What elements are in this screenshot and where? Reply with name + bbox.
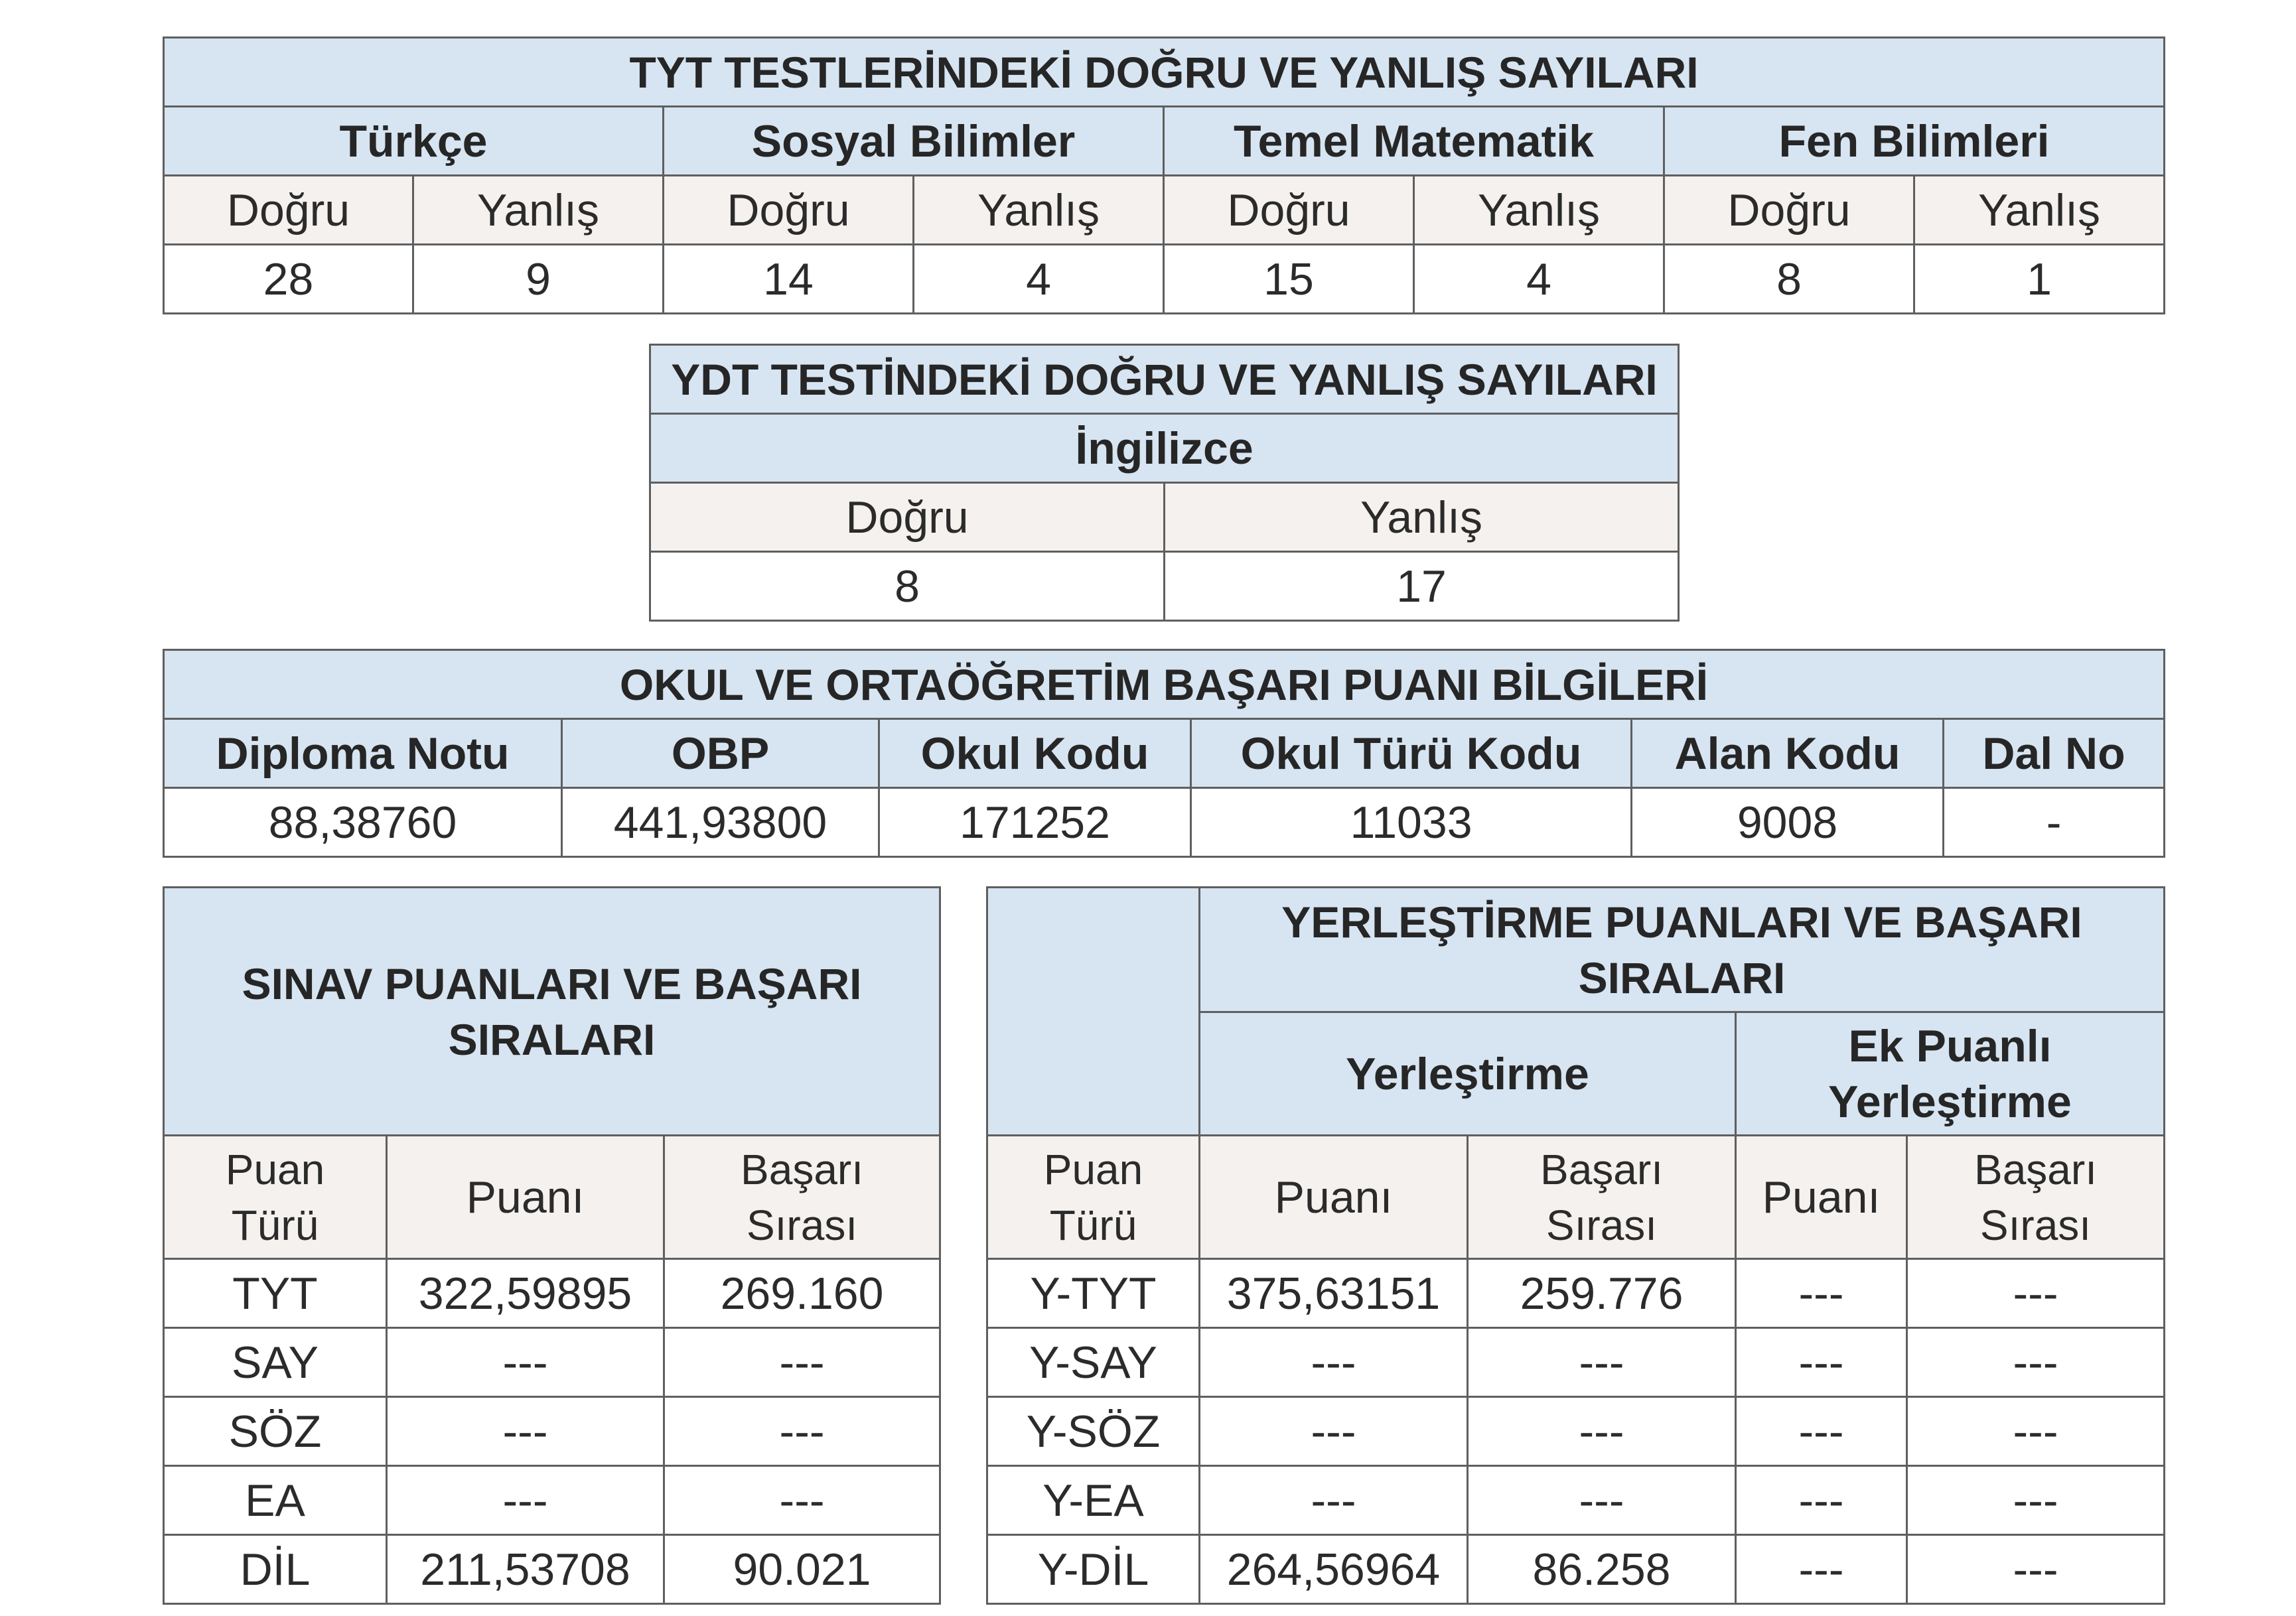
placement-score-y-soz: ---	[1200, 1397, 1468, 1466]
exam-score-tyt: 322,59895	[387, 1259, 664, 1328]
exam-score-say: ---	[387, 1328, 664, 1397]
exam-rank-say: ---	[664, 1328, 940, 1397]
placement-rank-header-line2: Sırası	[1545, 1201, 1658, 1249]
placement-type-header	[987, 1136, 1200, 1259]
exam-rank-dil: 90.021	[664, 1535, 940, 1604]
exam-type-say: SAY	[164, 1328, 387, 1397]
tyt-table-title: TYT TESTLERİNDEKİ DOĞRU VE YANLIŞ SAYILARI	[164, 38, 2165, 107]
bonus-placement-line1: Ek Puanlı	[1848, 1020, 2052, 1071]
placement-title-line1: YERLEŞTİRME PUANLARI VE BAŞARI	[1281, 897, 2082, 947]
wrong-label: Yanlış	[1165, 483, 1679, 552]
placement-type-y-dil: Y-DİL	[987, 1535, 1200, 1604]
wrong-label: Yanlış	[1914, 176, 2165, 245]
school-type-code-header: Okul Türü Kodu	[1191, 719, 1632, 788]
rank-header	[664, 1136, 940, 1259]
diploma-grade-header: Diploma Notu	[164, 719, 562, 788]
placement-score-y-tyt: 375,63151	[1200, 1259, 1468, 1328]
placement-score-y-ea: ---	[1200, 1466, 1468, 1535]
bonus-score-header: Puanı	[1736, 1136, 1907, 1259]
exam-rank-tyt: 269.160	[664, 1259, 940, 1328]
subject-sosyal-bilimler: Sosyal Bilimler	[664, 107, 1164, 176]
placement-group-header: Yerleştirme	[1200, 1012, 1736, 1136]
placement-type-y-ea: Y-EA	[987, 1466, 1200, 1535]
rank-header-line2: Sırası	[746, 1201, 858, 1249]
bonus-rank-y-dil: ---	[1907, 1535, 2165, 1604]
correct-label: Doğru	[1664, 176, 1914, 245]
placement-rank-y-tyt: 259.776	[1468, 1259, 1736, 1328]
score-type-header-line2: Türü	[231, 1201, 319, 1249]
correct-label: Doğru	[164, 176, 413, 245]
subject-turkce: Türkçe	[164, 107, 664, 176]
turkce-correct-value: 28	[164, 245, 413, 314]
wrong-label: Yanlış	[1414, 176, 1664, 245]
field-code-value: 9008	[1632, 788, 1944, 857]
bonus-rank-header	[1907, 1136, 2165, 1259]
correct-label: Doğru	[650, 483, 1165, 552]
placement-score-header: Puanı	[1200, 1136, 1468, 1259]
score-type-header	[164, 1136, 387, 1259]
exam-rank-soz: ---	[664, 1397, 940, 1466]
exam-rank-ea: ---	[664, 1466, 940, 1535]
branch-no-value: -	[1944, 788, 2165, 857]
exam-scores-title-line2: SIRALARI	[448, 1014, 656, 1064]
school-type-code-value: 11033	[1191, 788, 1632, 857]
fen-correct-value: 8	[1664, 245, 1914, 314]
turkce-wrong-value: 9	[413, 245, 664, 314]
exam-score-ea: ---	[387, 1466, 664, 1535]
ydt-table-title: YDT TESTİNDEKİ DOĞRU VE YANLIŞ SAYILARI	[650, 345, 1679, 414]
exam-scores-title	[164, 888, 940, 1136]
exam-type-dil: DİL	[164, 1535, 387, 1604]
placement-title-line2: SIRALARI	[1578, 953, 1786, 1002]
bonus-rank-header-line1: Başarı	[1974, 1145, 2097, 1193]
subject-fen-bilimleri: Fen Bilimleri	[1664, 107, 2165, 176]
obp-value: 441,93800	[562, 788, 879, 857]
bonus-rank-header-line2: Sırası	[1979, 1201, 2092, 1249]
exam-type-tyt: TYT	[164, 1259, 387, 1328]
exam-type-ea: EA	[164, 1466, 387, 1535]
placement-rank-y-dil: 86.258	[1468, 1535, 1736, 1604]
ingilizce-wrong-value: 17	[1165, 552, 1679, 621]
bonus-rank-y-soz: ---	[1907, 1397, 2165, 1466]
wrong-label: Yanlış	[914, 176, 1164, 245]
score-type-header-line1: Puan	[225, 1145, 325, 1193]
bonus-placement-group-header	[1736, 1012, 2165, 1136]
wrong-label: Yanlış	[413, 176, 664, 245]
placement-rank-y-say: ---	[1468, 1328, 1736, 1397]
bonus-score-y-tyt: ---	[1736, 1259, 1907, 1328]
bonus-score-y-ea: ---	[1736, 1466, 1907, 1535]
correct-label: Doğru	[664, 176, 914, 245]
obp-header: OBP	[562, 719, 879, 788]
bonus-score-y-dil: ---	[1736, 1535, 1907, 1604]
tyt-results-table	[163, 36, 2165, 314]
placement-type-y-say: Y-SAY	[987, 1328, 1200, 1397]
placement-header-corner	[987, 888, 1200, 1136]
matematik-correct-value: 15	[1164, 245, 1414, 314]
placement-type-y-soz: Y-SÖZ	[987, 1397, 1200, 1466]
bonus-score-y-say: ---	[1736, 1328, 1907, 1397]
subject-temel-matematik: Temel Matematik	[1164, 107, 1664, 176]
school-code-header: Okul Kodu	[879, 719, 1191, 788]
bonus-rank-y-tyt: ---	[1907, 1259, 2165, 1328]
exam-score-dil: 211,53708	[387, 1535, 664, 1604]
placement-score-y-dil: 264,56964	[1200, 1535, 1468, 1604]
exam-scores-title-line1: SINAV PUANLARI VE BAŞARI	[242, 959, 862, 1008]
bonus-rank-y-say: ---	[1907, 1328, 2165, 1397]
rank-header-line1: Başarı	[741, 1145, 863, 1193]
placement-type-header-line1: Puan	[1043, 1145, 1143, 1193]
correct-label: Doğru	[1164, 176, 1414, 245]
fen-wrong-value: 1	[1914, 245, 2165, 314]
sosyal-wrong-value: 4	[914, 245, 1164, 314]
school-info-table	[163, 649, 2165, 858]
placement-type-y-tyt: Y-TYT	[987, 1259, 1200, 1328]
school-code-value: 171252	[879, 788, 1191, 857]
exam-type-soz: SÖZ	[164, 1397, 387, 1466]
exam-scores-table	[163, 886, 941, 1605]
exam-score-soz: ---	[387, 1397, 664, 1466]
placement-score-y-say: ---	[1200, 1328, 1468, 1397]
ydt-results-table	[649, 344, 1680, 622]
placement-rank-header	[1468, 1136, 1736, 1259]
bonus-rank-y-ea: ---	[1907, 1466, 2165, 1535]
subject-ingilizce: İngilizce	[650, 414, 1679, 483]
diploma-grade-value: 88,38760	[164, 788, 562, 857]
ingilizce-correct-value: 8	[650, 552, 1165, 621]
school-table-title: OKUL VE ORTAÖĞRETİM BAŞARI PUANI BİLGİLERİ	[164, 650, 2165, 719]
placement-rank-y-soz: ---	[1468, 1397, 1736, 1466]
bonus-placement-line2: Yerleştirme	[1828, 1076, 2072, 1127]
branch-no-header: Dal No	[1944, 719, 2165, 788]
bonus-score-y-soz: ---	[1736, 1397, 1907, 1466]
score-header: Puanı	[387, 1136, 664, 1259]
placement-rank-y-ea: ---	[1468, 1466, 1736, 1535]
field-code-header: Alan Kodu	[1632, 719, 1944, 788]
placement-scores-title	[1200, 888, 2165, 1012]
placement-type-header-line2: Türü	[1049, 1201, 1137, 1249]
matematik-wrong-value: 4	[1414, 245, 1664, 314]
placement-rank-header-line1: Başarı	[1540, 1145, 1663, 1193]
placement-scores-table	[986, 886, 2165, 1605]
sosyal-correct-value: 14	[664, 245, 914, 314]
